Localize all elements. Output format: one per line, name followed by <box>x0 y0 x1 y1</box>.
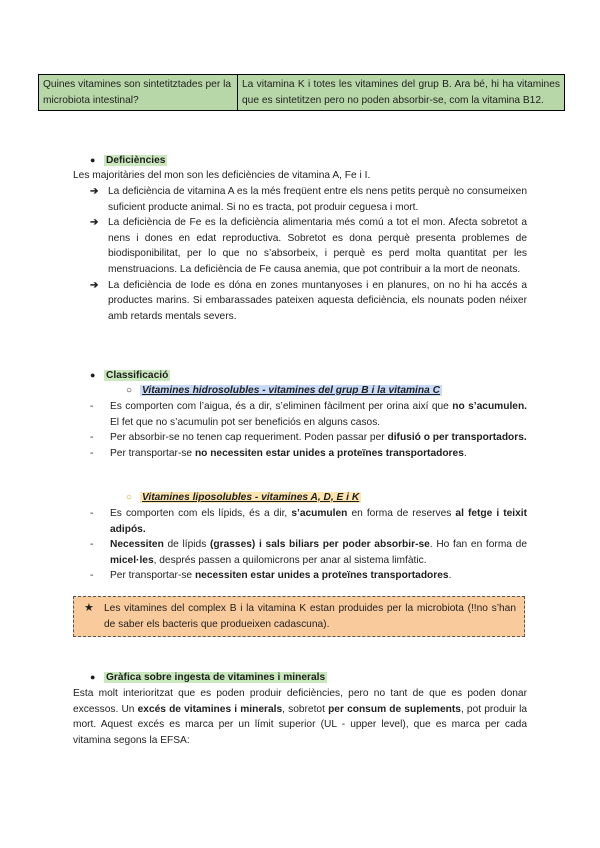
text-run-bold: per consum de suplements <box>328 703 461 715</box>
table-row <box>39 75 565 111</box>
list-item <box>90 278 527 325</box>
liposoluble-title: Vitamines liposolubles - vitamines A, D, E i K <box>142 492 360 503</box>
dash-marker: - <box>90 508 94 519</box>
text-run-bold: difusió o per transportadors. <box>387 432 527 444</box>
graph-title: Gràfica sobre ingesta de vitamines i minerals <box>106 672 326 683</box>
text-run-bold: excés de vitamines i minerals <box>137 703 283 715</box>
arrow-icon: ➔ <box>90 186 99 197</box>
text-run: en forma de reserves <box>347 508 456 519</box>
dash-marker: - <box>90 447 94 459</box>
text-run: . Ho fan en forma de <box>429 539 527 551</box>
graph-paragraph <box>73 686 527 748</box>
text-run: . <box>463 447 467 459</box>
text-run-bold: micel·les <box>110 554 154 566</box>
deficiencies-heading <box>90 153 167 169</box>
arrow-icon: ➔ <box>90 279 99 291</box>
dash-marker: - <box>90 401 94 412</box>
text-run-bold: s’acumulen <box>291 508 348 519</box>
list-item <box>90 430 527 446</box>
dash-marker: - <box>90 432 94 444</box>
hydrosoluble-title: Vitamines hidrosolubles - vitamines del grup B i la vitamina C <box>142 385 440 396</box>
vitamins-table <box>38 74 565 111</box>
hydrosoluble-subheading <box>126 383 442 399</box>
text-run: Es comporten com l’aigua, és a dir, s’eliminen fàcilment per orina així que <box>110 401 453 412</box>
text-run: Per absorbir-se no tenen cap requeriment. Poden passar per <box>110 432 388 444</box>
text-run-bold: al fetge i teixit adipós. <box>110 508 528 535</box>
text-run-bold: no s’acumulen. <box>452 401 527 412</box>
deficiency-iron: La deficiència de Fe es la deficiència alimentaria més comú a tot el mon. Afecta sobretot a nens i dones en edat reproductiva. Sobretot es dona perquè presenta problemes de biodisponibilitat, per lo que no s’absorbeix, i perquè es perd molta quantitat per les menstruacions. La deficiència de Fe causa anemia, que pot contribuir a la mort de neonats. <box>108 217 527 275</box>
text-run-bold: necessiten estar unides a proteïnes transportadores <box>194 570 449 582</box>
text-run-bold: (grasses) i sals biliars per poder absorbir-se <box>210 539 430 551</box>
list-item <box>90 568 527 584</box>
classification-title: Classificació <box>106 370 169 381</box>
deficiency-vitamin-a: La deficiència de vitamina A es la més freqüent entre els nens petits perquè no consumeixen suficient producte animal. Si no es tracta, pot produir ceguesa i mort. <box>108 186 527 213</box>
text-run-bold: Necessiten <box>110 539 164 551</box>
graph-heading <box>90 670 327 686</box>
text-run: , sobretot <box>282 703 329 715</box>
liposoluble-list <box>90 506 527 584</box>
dash-marker: - <box>90 539 94 551</box>
text-run: Per transportar-se <box>110 570 195 582</box>
list-item <box>90 215 527 277</box>
arrow-icon: ➔ <box>90 217 99 229</box>
text-run: , després passen a quilomicrons per anar al sistema limfàtic. <box>153 554 427 566</box>
circle-bullet-icon: ○ <box>126 385 133 396</box>
text-run-bold: no necessiten estar unides a proteïnes transportadores <box>194 447 464 459</box>
dash-marker: - <box>90 570 94 582</box>
list-item <box>90 399 527 430</box>
list-item <box>90 446 527 462</box>
text-run: Esta molt interioritzat que es poden produir deficiències, pero no tant de que es poden donar excessos. Un <box>73 688 527 715</box>
table-answer-cell: La vitamina K i totes les vitamines del grup B. Ara bé, hi ha vitamines que es sintetitzen pero no poden absorbir-se, com la vitamina B12. <box>238 75 565 111</box>
deficiencies-list <box>90 184 527 324</box>
list-item <box>90 506 527 537</box>
list-item <box>90 184 527 215</box>
classification-heading <box>90 368 170 384</box>
circle-bullet-icon: ○ <box>126 492 133 503</box>
list-item <box>90 537 527 568</box>
star-icon: ★ <box>84 602 94 614</box>
deficiencies-intro: Les majoritàries del mon son les deficiències de vitamina A, Fe i I. <box>73 170 371 181</box>
hydrosoluble-list <box>90 399 527 461</box>
text-run: Per transportar-se <box>110 447 195 459</box>
microbiota-note-box <box>73 596 525 637</box>
text-run: de lípids <box>163 539 211 551</box>
text-run: . <box>448 570 452 582</box>
text-run: , pot produir la mort. Aquest excés es marca per un límit superior (UL - upper level), que es marca per cada vitamina segons la EFSA: <box>73 703 528 746</box>
liposoluble-subheading <box>126 490 361 506</box>
text-run: El fet que no s’acumulin pot ser beneficiós en alguns casos. <box>110 416 381 428</box>
text-run: Es comporten com els lípids, és a dir, <box>110 508 292 519</box>
bullet-icon: ● <box>90 370 96 380</box>
note-text: Les vitamines del complex B i la vitamina K estan produides per la microbiota (!!no s’han de saber els bacteris que produeixen cadascuna). <box>104 603 516 630</box>
deficiency-iodine: La deficiència de Iode es dóna en zones muntanyoses i en planures, on no hi ha accés a productes marins. Si embarassades pateixen aquesta deficiència, els nounats poden néixer amb retards mentals severs. <box>108 279 527 322</box>
bullet-icon: ● <box>90 155 96 165</box>
table-question-cell: Quines vitamines son sintetitztades per la microbiota intestinal? <box>39 75 238 111</box>
bullet-icon: ● <box>90 672 96 682</box>
deficiencies-title: Deficiències <box>106 155 166 166</box>
